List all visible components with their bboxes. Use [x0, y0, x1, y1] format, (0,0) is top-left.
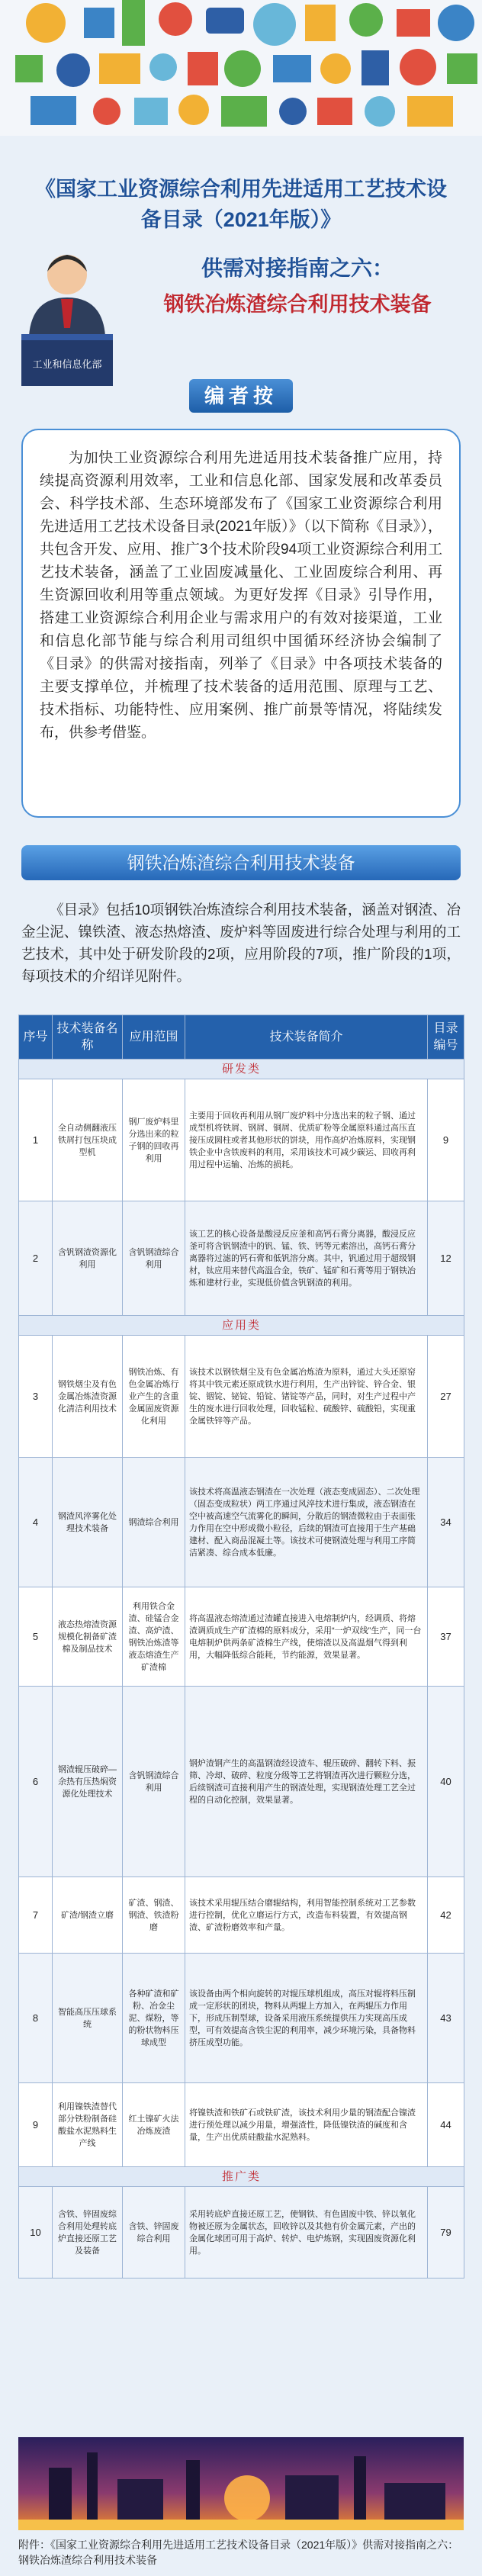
row-name: 钢渣辊压破碎—余热有压热焖资源化处理技术 — [53, 1687, 123, 1877]
stage-label-dev: 研发类 — [19, 1060, 464, 1079]
editor-note-text: 为加快工业资源综合利用先进适用技术装备推广应用，持续提高资源利用效率，工业和信息化部、国家发展和改革委员会、科学技术部、生态环境部发布了《国家工业资源综合利用先进适用工艺技术设备目录(2021年版）》（以下简称《目录》），共包含开发、应用、推广3个技术阶段94项工业资源综合利用工艺技术装备，涵盖了工业固废减量化、工业固废综合利用、再生资源回收利用等重点领域。为更好发挥《目录》引导作用，搭建工业资源综合利用企业与需求用户的有效对接渠道，工业和信息化部节能与综合利用司组织中国循环经济协会编制了《目录》的供需对接指南，列举了《目录》中各项技术装备的主要支撑单位，并梳理了技术装备的适用范围、原理与工艺、技术指标、功能特性、应用案例、推广前景等情况，将陆续发布，供参考借鉴。 — [40, 450, 442, 741]
tech-table — [18, 1015, 464, 2279]
row-no: 10 — [19, 2187, 53, 2279]
editor-note-tag: 编者按 — [189, 379, 293, 413]
stage-row — [19, 2167, 464, 2187]
guide-title: 供需对接指南之六： — [201, 256, 394, 280]
table-row — [19, 1079, 464, 1201]
table-header-row — [19, 1015, 464, 1060]
row-desc: 将高温液态熔渣通过渣罐直接进入电熔制炉内，经调质、将熔渣调质成生产矿渣棉的原料成分，采用“一炉双线”生产，同一台电熔制炉供两条矿渣棉生产线，使熔渣以及高温烟气得到利用，大幅降低综合能耗，节约能源，效果显著。 — [185, 1587, 428, 1687]
header-illustration — [0, 0, 482, 136]
row-no: 2 — [19, 1201, 53, 1316]
row-desc: 该技术将高温液态钢渣在一次处理（液态变成固态）、二次处理（固态变成粒状）两工序通过风淬技术进行集成，液态钢渣在空中被高速空气流雾化的瞬间，分散后的钢渣微粒由于表面张力作用在空中形成微小粒径，后续的钢渣可直接用于生产基础建材、配入商品混凝土等。该技术可使钢渣处理与利用工序简洁紧凑、综合成本低廉。 — [185, 1458, 428, 1587]
row-name: 利用镍铁渣替代部分铁粉制备硅酸盐水泥熟料生产线 — [53, 2083, 123, 2167]
row-scope: 钢铁冶炼、有色金属冶炼行业产生的含重金属固废资源化利用 — [123, 1336, 185, 1458]
row-name: 全自动侧翻液压铁屑打包压块成型机 — [53, 1079, 123, 1201]
stage-label-app: 应用类 — [19, 1316, 464, 1336]
table-row — [19, 1877, 464, 1954]
table-row — [19, 1954, 464, 2083]
row-scope: 矿渣、钢渣、钢渣、铁渣粉磨 — [123, 1877, 185, 1954]
row-scope: 各种矿渣和矿粉、冶金尘泥、煤粉，等的粉状物料压球成型 — [123, 1954, 185, 2083]
row-no: 4 — [19, 1458, 53, 1587]
row-scope: 钢厂废炉料里分选出来的粒子钢的回收再利用 — [123, 1079, 185, 1201]
row-name: 含钒钢渣资源化利用 — [53, 1201, 123, 1316]
intro-text: 《目录》包括10项钢铁冶炼渣综合利用技术装备，涵盖对钢渣、冶金尘泥、镍铁渣、液态热熔渣、废炉料等固废进行综合处理与利用的工艺技术，其中处于研发阶段的2项，应用阶段的7项，推广阶段的1项，每项技术的介绍详见附件。 — [21, 902, 461, 984]
header-scope: 应用范围 — [123, 1015, 185, 1060]
row-desc: 该技术采用辊压结合磨辊结构，利用智能控制系统对工艺参数进行控制，优化立磨运行方式，改造布料装置，有效提高钢渣、矿渣粉磨效率和产量。 — [185, 1877, 428, 1954]
table-row — [19, 1201, 464, 1316]
header-no: 序号 — [19, 1015, 53, 1060]
row-scope: 利用铁合金渣、硅锰合金渣、高炉渣、钢铁冶炼渣等液态熔渣生产矿渣棉 — [123, 1587, 185, 1687]
stage-row — [19, 1316, 464, 1336]
speaker-illustration — [14, 244, 120, 389]
section-title: 钢铁冶炼渣综合利用技术装备 — [21, 845, 461, 880]
row-scope: 钢渣综合利用 — [123, 1458, 185, 1587]
row-scope: 含钒钢渣综合利用 — [123, 1687, 185, 1877]
intro — [21, 899, 461, 987]
row-desc: 该技术以钢铁烟尘及有色金属冶炼渣为原料，通过大头还原窑将其中铁元素还原成铁水进行利用，生产出锌锭、锌合金、银锭、铟锭、铋锭、铅锭、锗锭等产品，同时，对生产过程中产生的废水进行回收处理，回收锰粒、硫酸锌、硫酸铅，实现重金属铁锌等产品。 — [185, 1336, 428, 1458]
row-scope: 含铁、锌固废综合利用 — [123, 2187, 185, 2279]
row-name: 智能高压压球系统 — [53, 1954, 123, 2083]
table-row — [19, 1336, 464, 1458]
table-row — [19, 1587, 464, 1687]
row-no: 5 — [19, 1587, 53, 1687]
row-desc: 该设备由两个相向旋转的对辊压球机组成，高压对辊将料压制成一定形状的团块，物料从两辊上方加入，在两辊压力作用下，形成压制型球，设备采用液压系统提供压力实现高压成型，可有效提高含铁尘泥的利用率，减少环境污染，具备物料挤压成型功能。 — [185, 1954, 428, 2083]
row-no: 6 — [19, 1687, 53, 1877]
row-no: 3 — [19, 1336, 53, 1458]
row-name: 矿渣/钢渣立磨 — [53, 1877, 123, 1954]
row-desc: 主要用于回收再利用从钢厂废炉料中分选出来的粒子钢、通过成型机将铁屑、钢屑、铜屑、优质矿粉等金属原料通过高压直接压成圆柱或者其他形状的饼块，用作高炉冶炼原料，实现钢铁企业中含铁废料的利用，采用该技术可减少碳运、回收再利用过程中运输、冶炼的损耗。 — [185, 1079, 428, 1201]
header-name: 技术装备名称 — [53, 1015, 123, 1060]
podium-sign: 工业和信息化部 — [32, 359, 102, 370]
row-name: 钢渣风淬雾化处理技术装备 — [53, 1458, 123, 1587]
row-code: 12 — [428, 1201, 464, 1316]
row-desc: 钢炉渣钢产生的高温钢渣经设渣车、辊压破碎、翻转下料、振筛、冷却、破碎、粒度分级等工艺将钢渣再次进行颗粒分选，后续钢渣可直接利用产生的钢渣处理，实现钢渣处理工艺全过程的自动化控制，效果显著。 — [185, 1687, 428, 1877]
row-code: 42 — [428, 1877, 464, 1954]
footer-steel-mill-image — [18, 2437, 464, 2530]
row-scope: 红土镍矿火法冶炼废渣 — [123, 2083, 185, 2167]
stage-row — [19, 1060, 464, 1079]
row-name: 含铁、锌固废综合利用处理转底炉直接还原工艺及装备 — [53, 2187, 123, 2279]
row-name: 液态热熔渣资源规模化制备矿渣棉及制品技术 — [53, 1587, 123, 1687]
row-code: 9 — [428, 1079, 464, 1201]
row-code: 27 — [428, 1336, 464, 1458]
header-code: 目录编号 — [428, 1015, 464, 1060]
row-code: 43 — [428, 1954, 464, 2083]
row-code: 44 — [428, 2083, 464, 2167]
stage-label-promo: 推广类 — [19, 2167, 464, 2187]
row-scope: 含钒钢渣综合利用 — [123, 1201, 185, 1316]
main-title: 《国家工业资源综合利用先进适用工艺技术设备目录（2021年版）》 — [35, 178, 447, 231]
guide-subtitle: 钢铁冶炼渣综合利用技术装备 — [163, 293, 432, 316]
row-code: 37 — [428, 1587, 464, 1687]
row-desc: 将镍铁渣和铁矿石或铁矿渣，该技术利用少量的钢渣配合镍渣进行预处理以减少用量，增强渣性，降低镍铁渣的碱度和含量，生产出优质硅酸盐水泥熟料。 — [185, 2083, 428, 2167]
editor-note-box — [21, 429, 461, 818]
row-desc: 该工艺的核心设备是酸浸反应釜和高钙石膏分离器，酸浸反应釜可将含钒钢渣中的钒、锰、铁、钙等元素溶出，高钙石膏分离器将过滤的钙石膏和低钒溶分离。其中，钒通过用于超级钢材，钛应用来替代高温合金，铁矿、锰矿和石膏等用于钢铁冶炼和建材行业，实现低价值含钒钢渣的利用。 — [185, 1201, 428, 1316]
header-desc: 技术装备简介 — [185, 1015, 428, 1060]
table-row — [19, 2187, 464, 2279]
row-code: 34 — [428, 1458, 464, 1587]
row-no: 8 — [19, 1954, 53, 2083]
row-desc: 采用转底炉直接还原工艺，使钢铁、有色固废中铁、锌以氧化物被还原为金属状态，回收锌以及其他有价金属元素，产出的金属化球团可用于高炉、转炉、电炉炼钢，实现固废资源化利用。 — [185, 2187, 428, 2279]
attachment-note: 附件：《国家工业资源综合利用先进适用工艺技术设备目录（2021年版）》供需对接指南之六：钢铁冶炼渣综合利用技术装备 — [18, 2539, 459, 2566]
row-code: 79 — [428, 2187, 464, 2279]
row-no: 9 — [19, 2083, 53, 2167]
row-name: 钢铁烟尘及有色金属冶炼渣资源化清洁利用技术 — [53, 1336, 123, 1458]
row-no: 7 — [19, 1877, 53, 1954]
table-row — [19, 1458, 464, 1587]
row-no: 1 — [19, 1079, 53, 1201]
table-row — [19, 2083, 464, 2167]
row-code: 40 — [428, 1687, 464, 1877]
table-row — [19, 1687, 464, 1877]
